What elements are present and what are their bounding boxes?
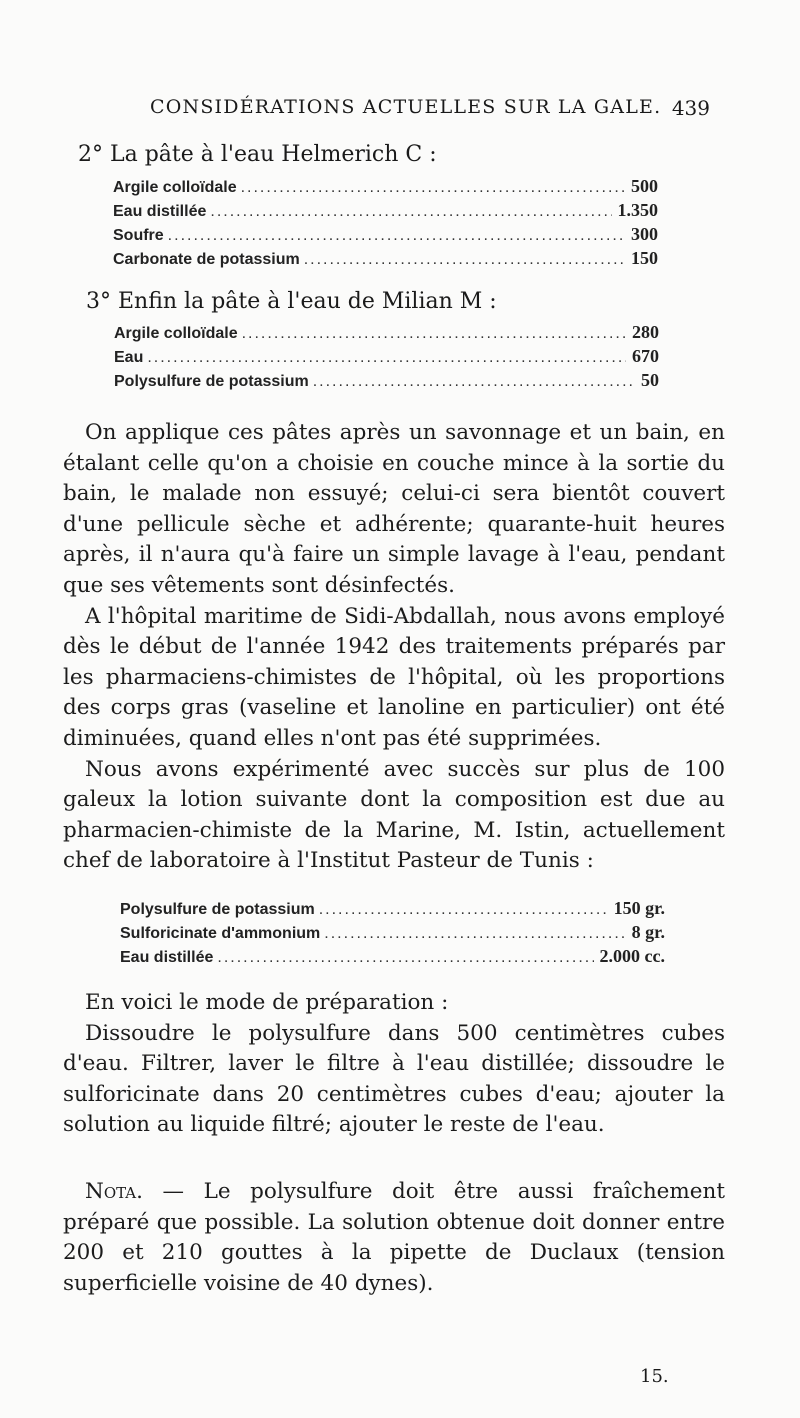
nota-paragraph [63,1177,725,1299]
ingredient-name: Argile colloïdale [114,325,238,342]
body-text-2 [63,988,725,1141]
recipe-row [114,346,659,370]
ingredient-name: Sulforicinate d'ammonium [120,925,321,942]
recipe-row [113,224,658,248]
ingredient-qty: 8 gr. [631,922,665,942]
recipe-2-list [113,176,658,272]
running-header [150,96,710,126]
nota-label: Nota. [85,1179,143,1204]
recipe-row [114,370,659,394]
ingredient-qty: 670 [632,346,659,366]
ingredient-qty: 500 [631,176,658,196]
paragraph: A l'hôpital maritime de Sidi-Abdallah, nous avons employé dès le début de l'année 1942 des traitements préparés par les pharmaciens-chimistes de l'hôpital, où les proportions des corps gras (vaseline et lanoline en particulier) ont été diminuées, quand elles n'ont pas été supprimées. [63,603,725,751]
ingredient-name: Carbonate de potassium [113,251,300,268]
signature-mark: 15. [640,1366,669,1387]
paragraph: On applique ces pâtes après un savonnage et un bain, en étalant celle qu'on a choisie en couche mince à la sortie du bain, le malade non essuyé; celui-ci sera bientôt couvert d'une pellicule sèche et adhérente; quarante-huit heures après, il n'aura qu'à faire un simple lavage à l'eau, pendant que ses vêtements sont désinfectés. [63,420,725,598]
ingredient-qty: 300 [631,224,658,244]
ingredient-qty: 1.350 [617,200,658,220]
ingredient-qty: 2.000 cc. [599,946,665,966]
running-title: CONSIDÉRATIONS ACTUELLES SUR LA GALE. [150,96,662,118]
paragraph: En voici le mode de préparation : [85,990,449,1015]
nota-text: — Le polysulfure doit être aussi fraîchement préparé que possible. La solution obtenue doit donner entre 200 et 210 gouttes à la pipette de Duclaux (tension superficielle voisine de 40 dynes). [63,1179,725,1296]
page-number: 439 [671,96,710,120]
ingredient-name: Eau distillée [120,949,214,966]
ingredient-name: Argile colloïdale [113,179,237,196]
ingredient-name: Soufre [113,227,164,244]
ingredient-qty: 280 [632,322,659,342]
recipe-row [120,946,665,970]
paragraph: Nous avons expérimenté avec succès sur plus de 100 galeux la lotion suivante dont la composition est due au pharmacien-chimiste de la Marine, M. Istin, actuellement chef de laboratoire à l'Institut Pasteur de Tunis : [63,756,725,874]
recipe-3-heading: 3° Enfin la pâte à l'eau de Milian M : [86,289,497,314]
recipe-row [113,176,658,200]
ingredient-name: Polysulfure de potassium [120,901,315,918]
recipe-row [113,248,658,272]
ingredient-qty: 50 [641,370,659,390]
lotion-list [120,898,665,970]
recipe-row [120,922,665,946]
recipe-row [114,322,659,346]
ingredient-name: Eau distillée [113,203,207,220]
ingredient-qty: 150 [631,248,658,268]
recipe-row [120,898,665,922]
paragraph: Dissoudre le polysulfure dans 500 centimètres cubes d'eau. Filtrer, laver le filtre à l'eau distillée; dissoudre le sulforicinate dans 20 centimètres cubes d'eau; ajouter la solution au liquide filtré; ajouter le reste de l'eau. [63,1020,725,1138]
body-text-1 [63,418,725,877]
recipe-3-list [114,322,659,394]
nota-block [63,1177,725,1299]
recipe-2-heading: 2° La pâte à l'eau Helmerich C : [78,142,437,167]
ingredient-name: Eau [114,349,144,366]
ingredient-name: Polysulfure de potassium [114,373,309,390]
ingredient-qty: 150 gr. [613,898,665,918]
recipe-row [113,200,658,224]
